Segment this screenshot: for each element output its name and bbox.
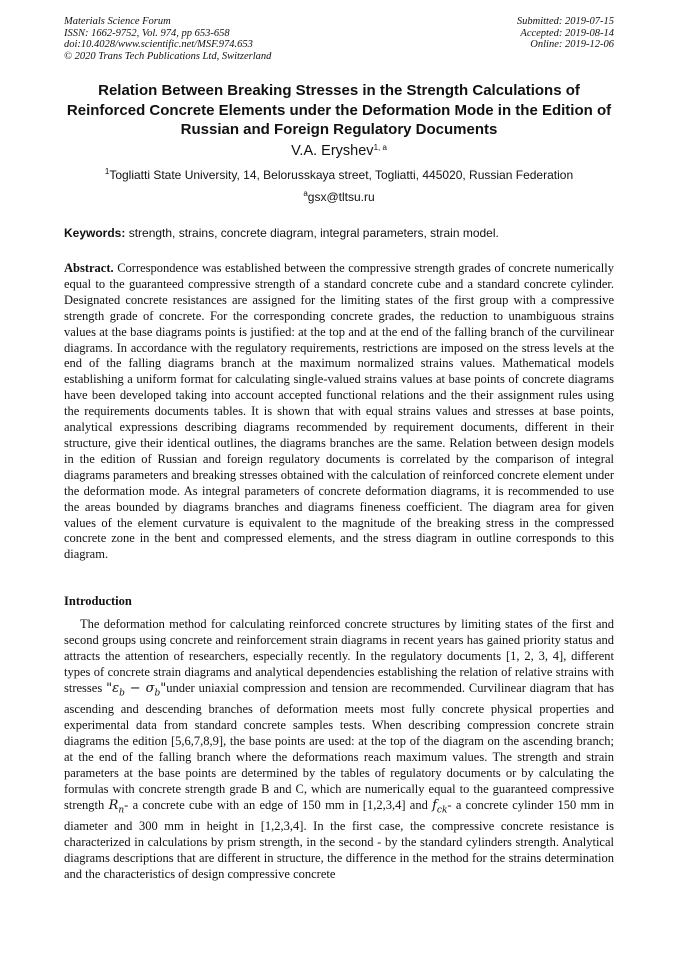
formula-minus: − [124,680,146,696]
author-sup: 1, a [373,143,387,152]
cylinder-strength-symbol [432,797,448,816]
formula-quote-open: " [106,680,113,696]
abstract-text: Correspondence was established between the compressive strength grades of concrete numerically equal to the guaranteed compressive strength of a standard concrete cube and a standard concrete cylinder. Designated concrete resistances are assigned for the limiting states of the first group with a compressive strength grade of concrete. For the corresponding concrete grades, the reduction to unambiguous strains values at the base diagrams points is justified: at the top and at the end of the falling branch of the curvilinear diagrams. In accordance with the regulatory requirements, restrictions are imposed on the stress levels at the end of the falling diagrams branch at the maximum normalized strains values. Mathematical models establishing a uniform format for calculating single-valued strains values at base points of concrete diagrams have been developed taking into account accepted functional relations and the their assignment rules using the requirements documents tables. It is shown that with equal strains values and stresses at base points, analytical expressions describing diagrams recommended by requirement documents, different in their structure, give their identical outlines, the diagrams branches are the same. Relation between design models in the edition of Russian and foreign regulatory documents is correlated by the comparison of integral diagrams parameters and breaking stresses obtained with the calculation of reinforced concrete element under the deformation mode. As integral parameters of concrete deformation diagrams, it is recommended to use the areas bounded by diagrams branches and diagrams fineness coefficient. The diagram area for given values of the element curvature is equivalent to the magnitude of the breaking stress in the compressed concrete zone in the bent and compressed elements, and the stress diagram in outline corresponds to this diagram. [64,261,614,562]
symbol-f-sub: ck [436,805,448,816]
abstract-label: Abstract. [64,261,114,275]
affiliation-text: Togliatti State University, 14, Belorusskaya street, Togliatti, 445020, Russian Federation [109,168,574,182]
email-sup: a [303,189,308,198]
strain-stress-formula [106,680,167,699]
formula-epsilon: ε [112,680,120,696]
doi-line: doi:10.4028/www.scientific.net/MSF.974.653 [64,39,253,50]
submission-dates [517,16,614,51]
symbol-R: R [108,797,119,813]
paper-title: Relation Between Breaking Stresses in the Strength Calculations of Reinforced Concrete Elements under the Deformation Mode in the Edition of Russian and Foreign Regulatory Documents [66,82,612,138]
keywords-label: Keywords: [64,226,126,240]
author-line [64,143,614,159]
formula-quote-close: " [160,680,167,696]
intro-text-1: The deformation method for calculating reinforced concrete structures by limiting states of the first and second groups using concrete and reinforcement strain diagrams in recent years has gained priority status and attracts the attention of researchers, especially recently. In the regulatory documents [1, 2, 3, 4], different types of concrete strain diagrams and analytical dependencies establishing the relation of relative strains with stresses [64,617,614,695]
accepted-date: Accepted: 2019-08-14 [520,27,614,39]
symbol-R-sub: n [118,805,125,816]
cube-strength-symbol [108,797,125,816]
email-address: gsx@tltsu.ru [307,190,375,204]
intro-text-3: - a concrete cube with an edge of 150 mm in [1,2,3,4] and [124,797,433,812]
section-heading-introduction: Introduction [64,594,132,608]
intro-text-4: - a concrete cylinder 150 mm in diameter and 300 mm in height in [1,2,3,4]. In the first case, the compressive concrete resistance is characterized in calculations by prism strength, in the second - by the standard cylinders strength. Analytical diagrams descriptions that are different in structure, the difference in the method for the strains determination and the characteristics of design compressive concrete [64,797,614,881]
issn-line: ISSN: 1662-9752, Vol. 974, pp 653-658 [64,27,230,39]
introduction-paragraph [64,617,614,883]
formula-sigma: σ [145,680,155,696]
keywords [64,226,614,240]
journal-name: Materials Science Forum [64,16,171,27]
symbol-f: f [432,797,437,813]
online-date: Online: 2019-12-06 [530,39,614,50]
affiliation [64,168,614,182]
copyright-line: © 2020 Trans Tech Publications Ltd, Switzerland [64,50,272,62]
keywords-text: strength, strains, concrete diagram, integral parameters, strain model. [125,226,499,240]
abstract [64,261,614,563]
submitted-date: Submitted: 2019-07-15 [516,16,614,27]
author-name: V.A. Eryshev [291,143,374,159]
formula-sigma-sub: b [154,688,161,699]
journal-info [64,16,271,62]
formula-epsilon-sub: b [119,688,125,699]
affiliation-sup: 1 [104,167,110,176]
email-line [64,190,614,204]
intro-text-2: under uniaxial compression and tension are recommended. Curvilinear diagram that has ascending and descending branches of deformation meets most fully concrete physical properties and experimental data from standard concrete samples tests. When describing compression concrete strain diagrams the edition [5,6,7,8,9], the base points are used: at the top of the diagram on the ascending branch; at the end of the falling branch where the deformations reach maximum values. The strength and strain parameters at the base points are determined by the tables of regulatory documents or by calculating the formulas with concrete strength grade B and C, which are numerically equal to the guaranteed compressive strength [64,680,614,812]
